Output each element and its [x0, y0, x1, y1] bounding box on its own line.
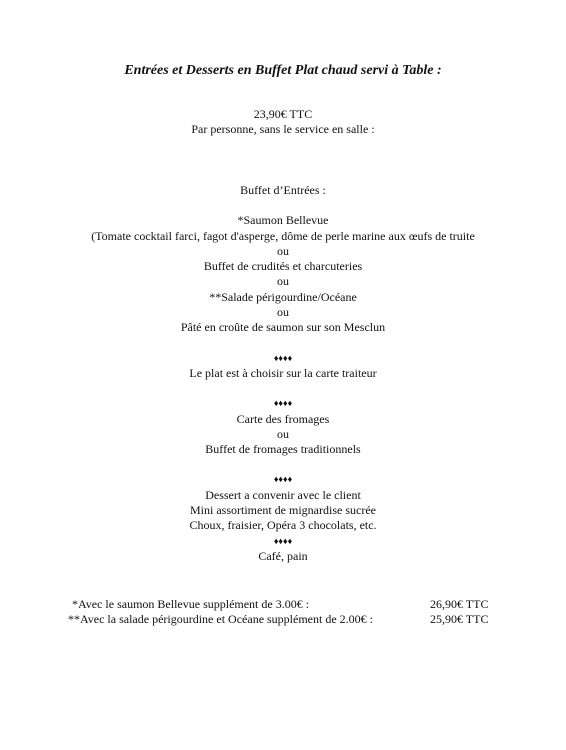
main-course: Le plat est à choisir sur la carte traiteur	[189, 365, 377, 380]
or-text: ou	[277, 305, 289, 320]
spacer	[0, 336, 566, 351]
supplement-row	[0, 612, 566, 627]
or-text: ou	[277, 426, 289, 441]
supplement-total: 26,90€ TTC	[430, 597, 489, 611]
diamond-separator: ♦♦♦♦	[273, 352, 293, 363]
dessert-item: Choux, fraisier, Opéra 3 chocolats, etc.	[189, 518, 377, 533]
cheese-item: Buffet de fromages traditionnels	[205, 442, 361, 457]
entree-item: Buffet de crudités et charcuteries	[203, 259, 363, 274]
supplement-label: **Avec la salade périgourdine et Océane supplément de 2.00€ :	[68, 612, 373, 626]
supplement-row	[0, 597, 566, 612]
diamond-separator: ♦♦♦♦	[273, 474, 293, 485]
supplement-label: *Avec le saumon Bellevue supplément de 3.00€ :	[72, 597, 310, 611]
price-block	[0, 107, 566, 137]
coffee-item: Café, pain	[258, 548, 308, 563]
spacer	[0, 457, 566, 472]
spacer	[0, 381, 566, 396]
price-amount: 23,90€ TTC	[253, 107, 313, 121]
buffet-heading: Buffet d’Entrées :	[240, 183, 326, 197]
spacer	[0, 198, 566, 213]
entree-item: *Saumon Bellevue	[237, 213, 329, 228]
page-title: Entrées et Desserts en Buffet Plat chaud servi à Table :	[124, 63, 442, 78]
entree-item: Pâté en croûte de saumon sur son Mesclun	[180, 320, 386, 335]
supplement-total: 25,90€ TTC	[430, 612, 489, 626]
dessert-item: Mini assortiment de mignardise sucrée	[190, 503, 376, 518]
or-text: ou	[277, 243, 289, 258]
diamond-separator: ♦♦♦♦	[273, 535, 293, 546]
entree-item: **Salade périgourdine/Océane	[209, 289, 357, 304]
entree-detail: (Tomate cocktail farci, fagot d'asperge, dôme de perle marine aux œufs de truite	[91, 228, 475, 243]
diamond-separator: ♦♦♦♦	[273, 398, 293, 409]
or-text: ou	[277, 274, 289, 289]
cheese-item: Carte des fromages	[236, 411, 330, 426]
menu-list	[0, 183, 566, 564]
price-note: Par personne, sans le service en salle :	[191, 122, 375, 136]
dessert-item: Dessert a convenir avec le client	[205, 487, 361, 502]
supplement-footer	[0, 597, 566, 627]
